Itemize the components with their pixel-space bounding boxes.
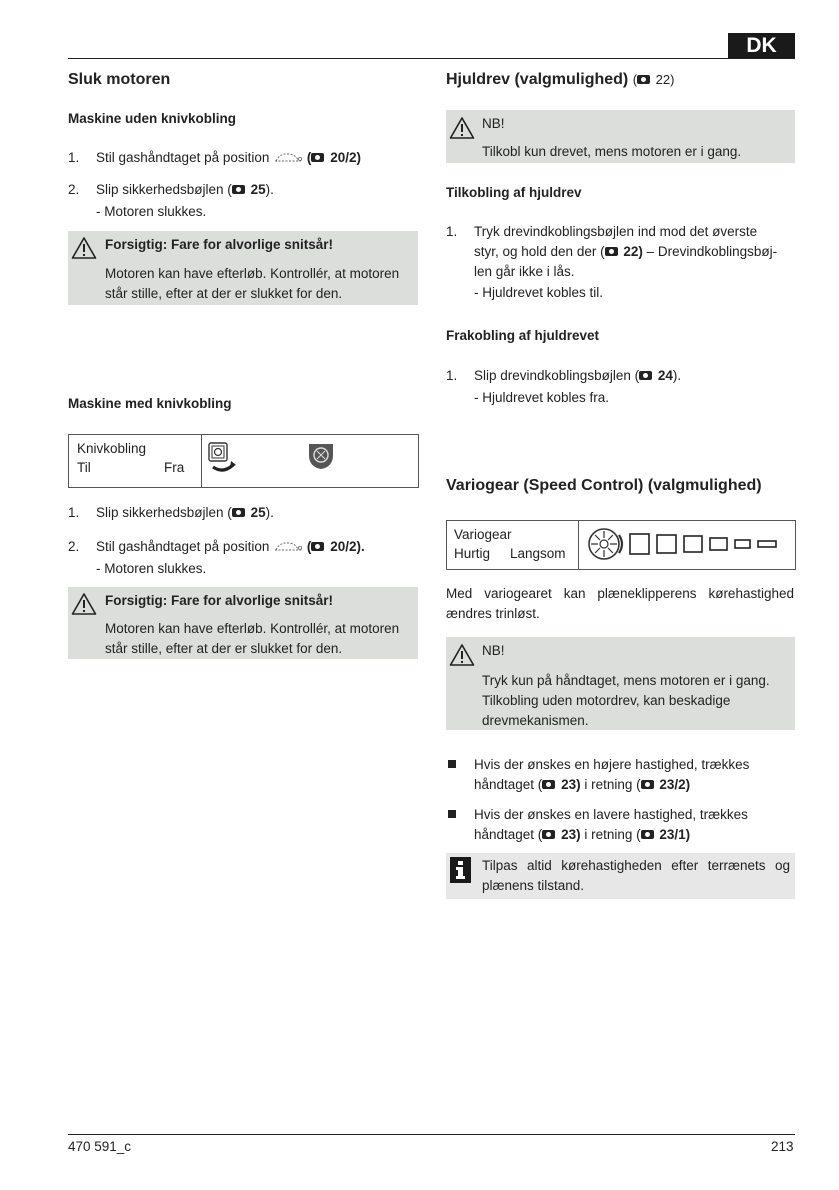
step-text: styr, og hold den der (	[474, 244, 605, 259]
camera-icon	[641, 780, 654, 789]
camera-icon	[232, 508, 245, 517]
figure-ref: 20/2)	[330, 150, 361, 165]
disengage-result: - Hjuldrevet kobles fra.	[474, 390, 610, 405]
camera-icon	[542, 830, 555, 839]
figure-ref: 23/1)	[659, 827, 691, 842]
step-text: Slip drevindkoblingsbøjlen (	[474, 368, 640, 383]
bullet-1-line-2	[474, 775, 690, 795]
warning-triangle-icon	[449, 116, 475, 140]
subsection-title-disengage: Frakobling af hjuldrevet	[446, 328, 600, 343]
step-result: - Motoren slukkes.	[96, 204, 207, 219]
camera-icon	[232, 185, 245, 194]
figure-ref: 22)	[655, 72, 675, 87]
figure-ref: 20/2).	[330, 539, 365, 554]
camera-icon	[311, 153, 324, 162]
figure-ref: 23/2)	[659, 777, 691, 792]
step-1-throttle	[68, 148, 418, 168]
engage-result: - Hjuldrevet kobles til.	[474, 285, 604, 300]
note-line-2: Tilkobling uden motordrev, kan beskadige	[482, 693, 731, 708]
warning-title: Forsigtig: Fare for alvorlige snitsår!	[105, 593, 334, 608]
engage-line-3: len går ikke i lås.	[474, 264, 575, 279]
turtle-throttle-icon	[273, 541, 303, 553]
warning-triangle-icon	[71, 236, 97, 260]
step-2-throttle	[68, 537, 418, 579]
subsection-title-blade-clutch: Maskine med knivkobling	[68, 396, 232, 411]
variogear-slow: Langsom	[510, 546, 566, 561]
section-title-variogear: Variogear (Speed Control) (valgmulighed)	[446, 477, 762, 494]
note-line-1: Tryk kun på håndtaget, mens motoren er i gang.	[482, 673, 770, 688]
figure-ref: 24	[657, 368, 673, 383]
warning-line-1: Motoren kan have efterløb. Kontrollér, at motoren	[105, 266, 400, 281]
warning-line-2: står stille, efter at der er slukket for den.	[105, 641, 343, 656]
variogear-intro-line-2: ændres trinløst.	[446, 606, 540, 621]
step-text-end: ).	[265, 505, 274, 520]
bullet-marker	[448, 760, 456, 768]
engage-step-number: 1.	[446, 224, 458, 239]
turtle-throttle-icon	[273, 152, 303, 164]
blade-clutch-off: Fra	[164, 460, 185, 475]
ref-paren: (	[306, 150, 312, 165]
info-line-1: Tilpas altid kørehastigheden efter terrænets og	[482, 858, 790, 873]
step-text: Stil gashåndtaget på position	[96, 539, 270, 554]
camera-icon	[311, 542, 324, 551]
camera-icon	[542, 780, 555, 789]
variogear-intro-line-1: Med variogearet kan plæneklipperens kørehastighed	[446, 586, 794, 601]
step-text: Slip sikkerhedsbøjlen (	[96, 505, 232, 520]
page-number: 213	[771, 1139, 794, 1154]
bullet-marker	[448, 810, 456, 818]
note-text: Tilkobl kun drevet, mens motoren er i gang.	[482, 144, 742, 159]
step-2-safety-bar	[68, 180, 418, 222]
step-text-end: ).	[265, 182, 274, 197]
figure-ref: 25	[250, 505, 266, 520]
info-line-2: plænens tilstand.	[482, 878, 585, 893]
note-line-3: drevmekanismen.	[482, 713, 589, 728]
bullet-1-line-1: Hvis der ønskes en højere hastighed, trækkes	[474, 757, 750, 772]
blade-engage-icon	[207, 441, 239, 477]
step-text-end: ).	[672, 368, 682, 383]
disengage-step-text	[474, 366, 681, 386]
bullet-text: i retning (	[580, 827, 641, 842]
blade-disengage-icon	[305, 441, 337, 471]
camera-icon	[637, 75, 650, 84]
figure-ref: 23)	[561, 777, 581, 792]
note-title: NB!	[482, 643, 505, 658]
figure-ref: 22)	[623, 244, 643, 259]
variogear-label: Variogear	[454, 527, 512, 542]
ref-paren: (	[306, 539, 312, 554]
bullet-text: håndtaget (	[474, 777, 543, 792]
blade-clutch-on: Til	[77, 460, 91, 475]
camera-icon	[639, 371, 652, 380]
step-number: 1.	[68, 150, 80, 165]
bullet-2-line-2	[474, 825, 690, 845]
speed-scale-icon	[586, 525, 786, 563]
figure-ref: 23)	[561, 827, 581, 842]
section-title-wheel-drive	[446, 71, 674, 89]
step-number: 2.	[68, 182, 80, 197]
footer-rule	[68, 1134, 795, 1135]
warning-line-1: Motoren kan have efterløb. Kontrollér, at motoren	[105, 621, 400, 636]
step-1-safety-bar	[68, 503, 418, 523]
warning-triangle-icon	[449, 643, 475, 667]
bullet-2-line-1: Hvis der ønskes en lavere hastighed, trækkes	[474, 807, 748, 822]
step-result: - Motoren slukkes.	[96, 561, 207, 576]
language-tab: DK	[728, 33, 795, 58]
step-number: 2.	[68, 539, 80, 554]
blade-clutch-label: Knivkobling	[77, 441, 147, 456]
subsection-title-engage: Tilkobling af hjuldrev	[446, 185, 582, 200]
engage-line-1: Tryk drevindkoblingsbøjlen ind mod det øverste	[474, 224, 758, 239]
disengage-step-number: 1.	[446, 368, 458, 383]
ref-paren: (	[632, 72, 638, 87]
section-title-stop-engine: Sluk motoren	[68, 71, 171, 88]
warning-title: Forsigtig: Fare for alvorlige snitsår!	[105, 237, 334, 252]
figure-ref: 25	[250, 182, 266, 197]
variogear-fast: Hurtig	[454, 546, 491, 561]
header-rule	[68, 58, 795, 59]
step-text: Slip sikkerhedsbøjlen (	[96, 182, 232, 197]
step-number: 1.	[68, 505, 80, 520]
camera-icon	[641, 830, 654, 839]
doc-number: 470 591_c	[68, 1139, 132, 1154]
subsection-title-no-blade-clutch: Maskine uden knivkobling	[68, 111, 237, 126]
note-title: NB!	[482, 116, 505, 131]
step-text-end: – Drevindkoblingsbøj-	[642, 244, 778, 259]
camera-icon	[605, 247, 618, 256]
bullet-text: håndtaget (	[474, 827, 543, 842]
info-icon	[450, 857, 471, 883]
warning-line-2: står stille, efter at der er slukket for den.	[105, 286, 343, 301]
warning-triangle-icon	[71, 592, 97, 616]
engage-line-2	[474, 242, 777, 262]
step-text: Stil gashåndtaget på position	[96, 150, 270, 165]
bullet-text: i retning (	[580, 777, 641, 792]
section-title-text: Hjuldrev (valgmulighed)	[446, 71, 629, 88]
